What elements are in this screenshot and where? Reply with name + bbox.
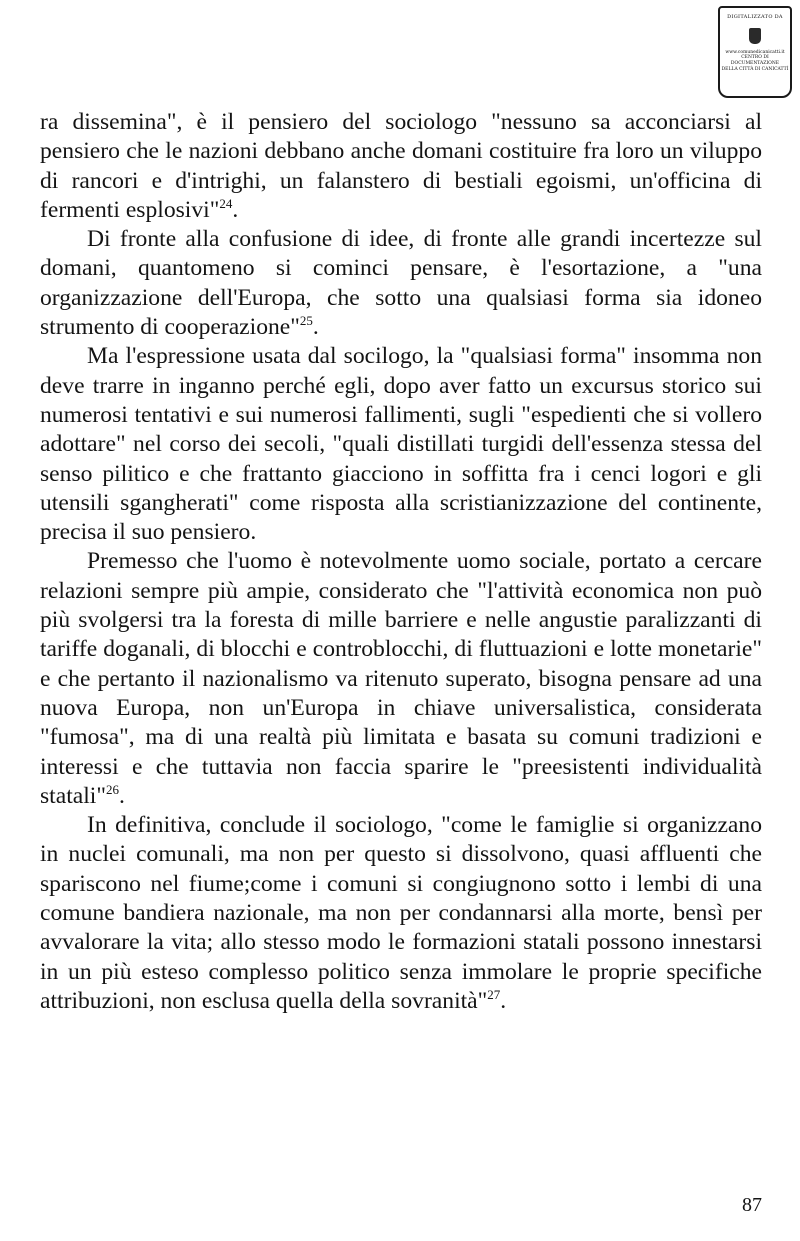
stamp-line-1: CENTRO DI DOCUMENTAZIONE bbox=[730, 55, 780, 66]
paragraph-3: Ma l'espressione usata dal socilogo, la "qualsiasi forma" insomma non deve trarre in inganno perché egli, dopo aver fatto un excursus storico sui numerosi tentativi e sui numerosi fallimenti, sugli "espedienti che si vollero adottare" nel corso dei secoli, "quali distillati turgidi dell'essenza stessa del senso pilitico e che frattanto giacciono in soffitta fra i cenci logori e gli utensili sgangherati" come risposta alla scristianizzazione del continente, precisa il suo pensiero. bbox=[40, 343, 762, 546]
digitization-stamp bbox=[718, 6, 792, 98]
page-number: 87 bbox=[742, 1194, 762, 1216]
footnote-ref-27: 27 bbox=[487, 987, 501, 1003]
stamp-url: www.comunedicanicatti.it bbox=[725, 50, 785, 55]
coat-of-arms-icon bbox=[749, 28, 761, 44]
footnote-ref-24: 24 bbox=[219, 196, 233, 212]
stamp-header: DIGITALIZZATO DA bbox=[727, 14, 783, 20]
paragraph-5: In definitiva, conclude il sociologo, "come le famiglie si organizzano in nuclei comunali, ma non per questo si dissolvono, quasi affluenti che spariscono nel fiume;come i comuni si congiugnono sotto i lembi di una comune bandiera nazionale, ma non per condannarsi alla morte, bensì per avvalorare la vita; allo stesso modo le formazioni statali possono innestarsi in un più esteso complesso politico senza immolare le proprie specifiche attribuzioni, non esclusa quella della sovranità"$^{27}$. bbox=[40, 812, 762, 1014]
paragraph-2: Di fronte alla confusione di idee, di fronte alle grandi incertezze sul domani, quantomeno si cominci pensare, è l'esortazione, a "una organizzazione dell'Europa, che sotto una qualsiasi forma sia idoneo strumento di cooperazione"$^{25}$. bbox=[40, 226, 762, 341]
paragraph-1: ra dissemina", è il pensiero del sociologo "nessuno sa acconciarsi al pensiero che le nazioni debbano anche domani costituire fra loro un viluppo di rancori e d'intrighi, un falanstero di bestiali egoismi, un'officina di fermenti esplosivi"$^{24}$. bbox=[40, 109, 762, 223]
paragraph-4: Premesso che l'uomo è notevolmente uomo sociale, portato a cercare relazioni sempre più ampie, considerato che "l'attività economica non può più svolgersi tra la foresta di mille barriere e nelle angustie paralizzanti di tariffe doganali, di blocchi e controblocchi, di fluttuazioni e lotte monetarie" e che pertanto il nazionalismo va ritenuto superato, bisogna pensare ad una nuova Europa, non un'Europa in chiave universalistica, considerata "fumosa", ma di una realtà più limitata e basata su comuni tradizioni e interessi e che tuttavia non faccia sparire le "preesistenti individualità statali"$^{26}$. bbox=[40, 548, 762, 809]
footnote-ref-25: 25 bbox=[299, 313, 313, 329]
footnote-ref-26: 26 bbox=[105, 781, 119, 797]
page-body bbox=[40, 108, 762, 1016]
stamp-line-2: DELLA CITTÀ DI CANICATTÌ bbox=[721, 67, 789, 72]
